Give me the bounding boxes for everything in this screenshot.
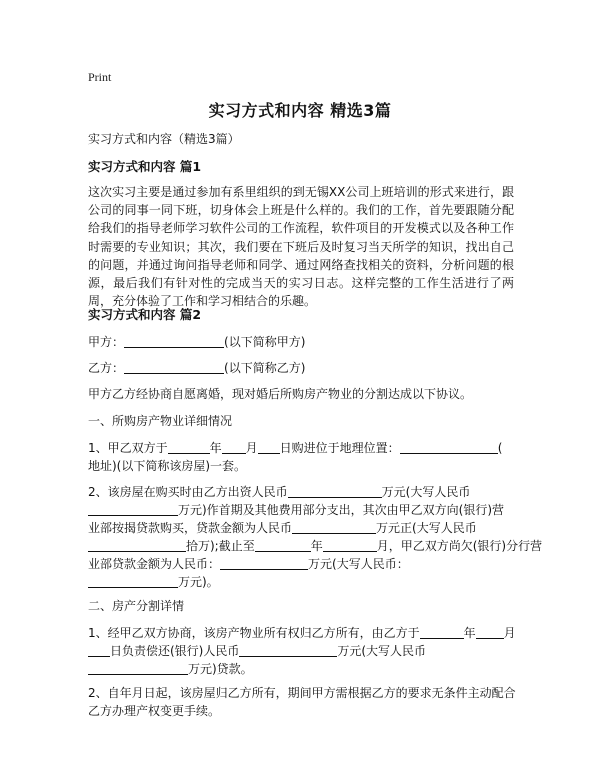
p3-blank-2 bbox=[476, 625, 504, 639]
party-a-blank bbox=[124, 334, 224, 348]
party-b-suffix: (以下简称乙方) bbox=[224, 361, 306, 375]
item1-title: 一、所购房产物业详细情况 bbox=[88, 414, 233, 428]
p2-blank-2 bbox=[88, 502, 178, 516]
print-label[interactable]: Print bbox=[88, 70, 112, 84]
p2-text-f: 拾万);截止至 bbox=[186, 539, 255, 553]
p3-line2 bbox=[88, 642, 426, 660]
p2-text-g: 年 bbox=[310, 539, 323, 553]
p2-line2 bbox=[88, 501, 504, 519]
day-blank bbox=[258, 440, 280, 454]
party-a-label: 甲方： bbox=[88, 335, 125, 349]
p2-line3 bbox=[88, 519, 477, 537]
subtitle: 实习方式和内容（精选3篇） bbox=[88, 132, 240, 146]
party-a-line bbox=[88, 333, 305, 351]
p2-text-e: 万元正(大写人民币 bbox=[376, 521, 477, 535]
p2-line5 bbox=[88, 555, 409, 573]
p2-blank-1 bbox=[288, 484, 382, 498]
p2-blank-8 bbox=[88, 574, 178, 588]
p3-line1 bbox=[88, 624, 516, 642]
p3-blank-5 bbox=[88, 661, 188, 675]
p4-line1: 2、自年月日起，该房屋归乙方所有，期间甲方需根据乙方的要求无条件主动配合 bbox=[88, 686, 516, 700]
item2-title: 二、房产分割详情 bbox=[88, 599, 185, 613]
p2-text-d: 业部按揭贷款购买，贷款金额为人民币 bbox=[88, 521, 293, 535]
p1-text-a: 1、甲乙双方于 bbox=[88, 441, 168, 455]
p3-blank-1 bbox=[420, 625, 464, 639]
p2-line1 bbox=[88, 483, 470, 501]
section2-heading: 实习方式和内容 篇2 bbox=[88, 307, 202, 322]
p2-blank-6 bbox=[323, 538, 377, 552]
p2-blank-4 bbox=[88, 538, 186, 552]
p3-text-a: 1、经甲乙双方协商，该房产物业所有权归乙方所有，由乙方于 bbox=[88, 626, 420, 640]
p2-line6 bbox=[88, 573, 219, 591]
p3-text-d: 日负责偿还(银行)人民币 bbox=[110, 644, 240, 658]
p2-line4 bbox=[88, 537, 542, 555]
party-a-suffix: (以下简称甲方) bbox=[224, 335, 306, 349]
month-blank bbox=[222, 440, 246, 454]
p2-text-b: 万元(大写人民币 bbox=[381, 485, 471, 499]
page-title: 实习方式和内容 精选3篇 bbox=[208, 101, 392, 120]
party-b-line bbox=[88, 359, 305, 377]
section1-body: 这次实习主要是通过参加有系里组织的到无锡XX公司上班培训的形式来进行，跟公司的同事一同下班，切身体会上班是什么样的。我们的工作，首先要跟随分配给我们的指导老师学习软件公司的工作流程，软件项目的开发模式以及各种工作时需要的专业知识；其次，我们要在下班后及时复习当天所学的知识，找出自己的问题，并通过询问指导老师和同学、通过网络查找相关的资料，分析问题的根源，最后我们有针对性的完成当天的实习日志。这样完整的工作生活进行了两周，充分体验了工作和学习相结合的乐趣。 bbox=[88, 185, 514, 309]
p1-line1 bbox=[88, 439, 502, 457]
p3-text-f: 万元)贷款。 bbox=[188, 662, 253, 676]
p2-blank-5 bbox=[255, 538, 311, 552]
p3-blank-3 bbox=[88, 643, 110, 657]
agreement-intro: 甲方乙方经协商自愿离婚，现对婚后所购房产物业的分割达成以下协议。 bbox=[88, 387, 473, 401]
p2-text-j: 万元(大写人民币： bbox=[308, 557, 409, 571]
p2-text-k: 万元)。 bbox=[178, 575, 219, 589]
p3-text-b: 年 bbox=[463, 626, 476, 640]
p1-text-c: 月 bbox=[245, 441, 258, 455]
year-blank bbox=[168, 440, 210, 454]
p2-text-h: 月，甲乙双方尚欠(银行)分行营 bbox=[376, 539, 543, 553]
p1-line2: 地址)(以下简称该房屋)一套。 bbox=[88, 459, 247, 473]
p1-text-b: 年 bbox=[209, 441, 222, 455]
location-blank bbox=[400, 440, 498, 454]
p4-line2: 乙方办理产权变更手续。 bbox=[88, 704, 221, 718]
party-b-blank bbox=[124, 360, 224, 374]
p2-text-i: 业部贷款金额为人民币： bbox=[88, 557, 221, 571]
p2-blank-3 bbox=[292, 520, 376, 534]
section1-heading: 实习方式和内容 篇1 bbox=[88, 159, 202, 174]
p1-text-e: ( bbox=[497, 441, 503, 455]
p3-line3 bbox=[88, 660, 253, 678]
p2-text-c: 万元)作首期及其他费用部分支出，其次由甲乙双方向(银行)营 bbox=[178, 503, 505, 517]
p3-text-c: 月 bbox=[503, 626, 516, 640]
p1-text-d: 日购进位于地理位置： bbox=[279, 441, 400, 455]
p3-text-e: 万元(大写人民币 bbox=[337, 644, 427, 658]
party-b-label: 乙方： bbox=[88, 361, 125, 375]
p3-blank-4 bbox=[239, 643, 337, 657]
p2-blank-7 bbox=[220, 556, 308, 570]
p2-text-a: 2、该房屋在购买时由乙方出资人民币 bbox=[88, 485, 288, 499]
